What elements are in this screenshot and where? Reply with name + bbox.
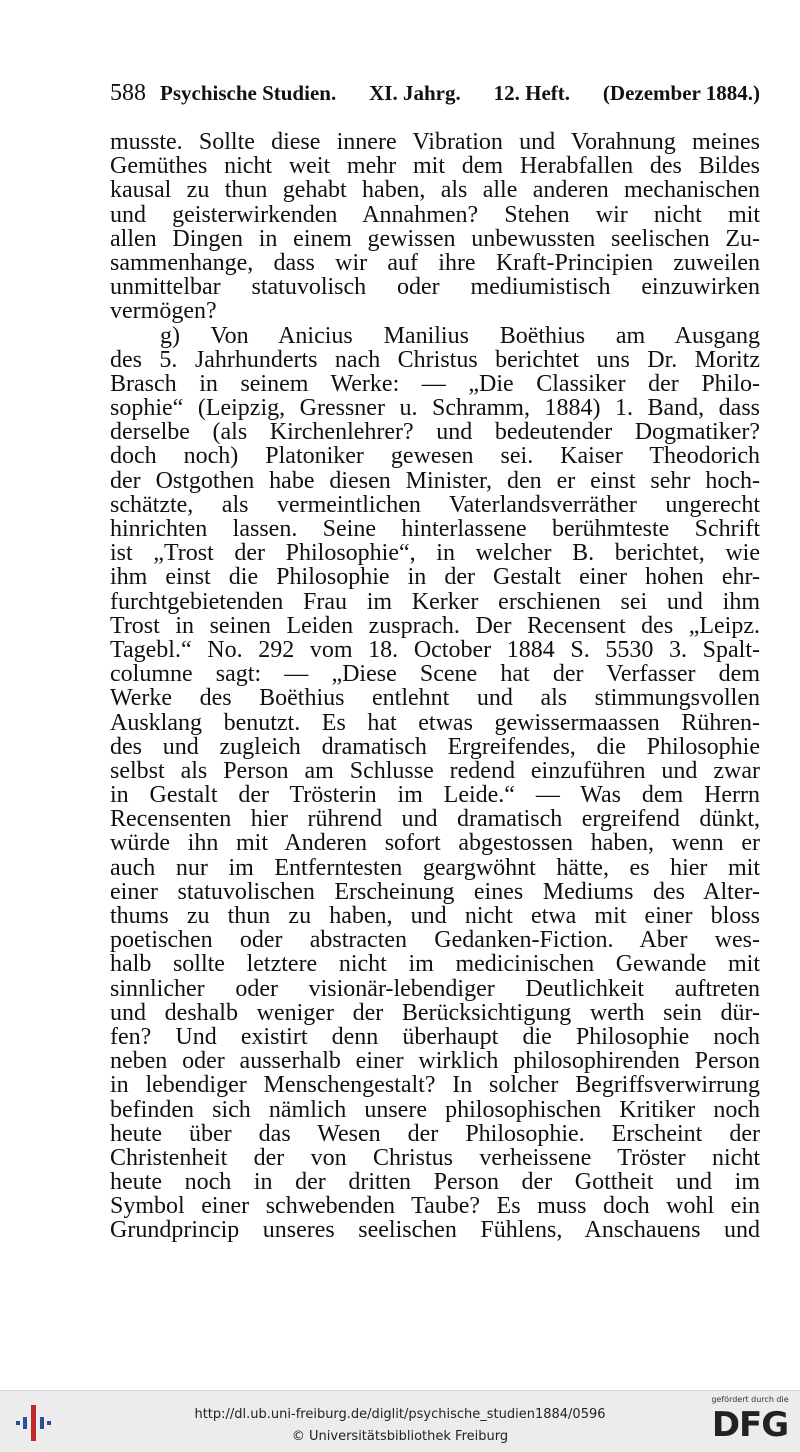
text-line: würde ihn mit Anderen sofort abgestossen haben, wenn er xyxy=(110,830,760,857)
text-line: ist „Trost der Philosophie“, in welcher B. berichtet, wie xyxy=(110,540,760,567)
text-line: halb sollte letztere nicht im medicinischen Gewande mit xyxy=(110,951,760,978)
text-line: und deshalb weniger der Berücksichtigung werth sein dür- xyxy=(110,999,760,1026)
text-line: heute noch in der dritten Person der Gottheit und im xyxy=(110,1169,760,1196)
issue-label: 12. Heft. xyxy=(493,81,571,105)
text-line: Grundprincip unseres seelischen Fühlens, Anschauens und xyxy=(110,1217,760,1244)
copyright-notice: © Universitätsbibliothek Freiburg xyxy=(291,1429,509,1444)
journal-title: Psychische Studien. xyxy=(160,81,337,105)
text-line: hinrichten lassen. Seine hinterlassene berühmteste Schrift xyxy=(110,516,760,542)
text-line: allen Dingen in einem gewissen unbewussten seelischen Zu- xyxy=(110,225,760,252)
text-line: selbst als Person am Schlusse redend einzuführen und zwar xyxy=(110,757,760,784)
text-line: einer statuvolischen Erscheinung eines Mediums des Alter- xyxy=(110,878,760,905)
text-line: auch nur im Entferntesten geargwöhnt hätte, es hier mit xyxy=(110,854,760,881)
volume-label: XI. Jahrg. xyxy=(369,81,461,105)
text-line: furchtgebietenden Frau im Kerker erschienen sei und ihm xyxy=(110,588,760,615)
text-line: poetischen oder abstracten Gedanken-Fiction. Aber wes- xyxy=(110,927,760,954)
text-line: heute über das Wesen der Philosophie. Erscheint der xyxy=(110,1120,760,1147)
running-header xyxy=(110,80,760,107)
text-line: sophie“ (Leipzig, Gressner u. Schramm, 1884) 1. Band, dass xyxy=(110,395,760,422)
page-number: 588 xyxy=(110,80,146,106)
text-line: in lebendiger Menschengestalt? In solcher Begriffsverwirrung xyxy=(110,1072,760,1099)
text-line: g) Von Anicius Manilius Boëthius am Ausgang xyxy=(160,322,760,349)
text-line: thums zu thun zu haben, und nicht etwa mit einer bloss xyxy=(110,903,760,929)
text-line: doch noch) Platoniker gewesen sei. Kaiser Theodorich xyxy=(110,443,760,470)
text-line: Symbol einer schwebenden Taube? Es muss doch wohl ein xyxy=(110,1193,760,1220)
issue-date: (Dezember 1884.) xyxy=(602,81,760,105)
text-line: Brasch in seinem Werke: — „Die Classiker der Philo- xyxy=(110,370,760,397)
running-title xyxy=(160,81,760,106)
text-line: der Ostgothen habe diesen Minister, den er einst sehr hoch- xyxy=(110,467,760,494)
text-line: sinnlicher oder visionär-lebendiger Deutlichkeit auftreten xyxy=(110,975,760,1002)
text-line: Gemüthes nicht weit mehr mit dem Herabfallen des Bildes xyxy=(110,153,760,180)
text-line: neben oder ausserhalb einer wirklich philosophirenden Person xyxy=(110,1048,760,1075)
text-line: des 5. Jahrhunderts nach Christus berichtet uns Dr. Moritz xyxy=(110,346,760,373)
text-line: Werke des Boëthius entlehnt und als stimmungsvollen xyxy=(110,685,760,712)
dfg-logo xyxy=(708,1395,792,1451)
text-line: schätzte, als vermeintlichen Vaterlandsverräther ungerecht xyxy=(110,491,760,518)
text-line: kausal zu thun gehabt haben, als alle anderen mechanischen xyxy=(110,177,760,204)
text-line: befinden sich nämlich unsere philosophischen Kritiker noch xyxy=(110,1096,760,1123)
text-line: Recensenten hier rührend und dramatisch ergreifend dünkt, xyxy=(110,806,760,833)
text-line: Christenheit der von Christus verheissene Tröster nicht xyxy=(110,1144,760,1171)
viewer-footer xyxy=(0,1390,800,1452)
text-line: in Gestalt der Trösterin im Leide.“ — Was dem Herrn xyxy=(110,782,760,809)
text-line: columne sagt: — „Diese Scene hat der Verfasser dem xyxy=(110,661,760,688)
sponsor-caption: gefördert durch die xyxy=(711,1395,789,1404)
text-line: Tagebl.“ No. 292 vom 18. October 1884 S. 5530 3. Spalt- xyxy=(110,636,760,663)
text-line: unmittelbar statuvolisch oder mediumistisch einzuwirken xyxy=(110,274,760,301)
text-line: Ausklang benutzt. Es hat etwas gewissermaassen Rühren- xyxy=(110,709,760,736)
text-line: derselbe (als Kirchenlehrer? und bedeutender Dogmatiker? xyxy=(110,419,760,446)
text-line: und geisterwirkenden Annahmen? Stehen wir nicht mit xyxy=(110,201,760,228)
text-line: Trost in seinen Leiden zusprach. Der Recensent des „Leipz. xyxy=(110,612,760,639)
dfg-logo-text: DFG xyxy=(711,1405,789,1445)
body-text xyxy=(110,130,760,1243)
text-line: vermögen? xyxy=(110,298,217,325)
text-line: des und zugleich dramatisch Ergreifendes, die Philosophie xyxy=(110,733,760,760)
text-line: musste. Sollte diese innere Vibration und Vorahnung meines xyxy=(110,129,760,155)
text-line: sammenhange, dass wir auf ihre Kraft-Principien zuweilen xyxy=(110,249,760,276)
permalink-url[interactable]: http://dl.ub.uni-freiburg.de/diglit/psychische_studien1884/0596 xyxy=(194,1407,606,1422)
text-line: ihm einst die Philosophie in der Gestalt einer hohen ehr- xyxy=(110,564,760,591)
text-line: fen? Und existirt denn überhaupt die Philosophie noch xyxy=(110,1023,760,1050)
